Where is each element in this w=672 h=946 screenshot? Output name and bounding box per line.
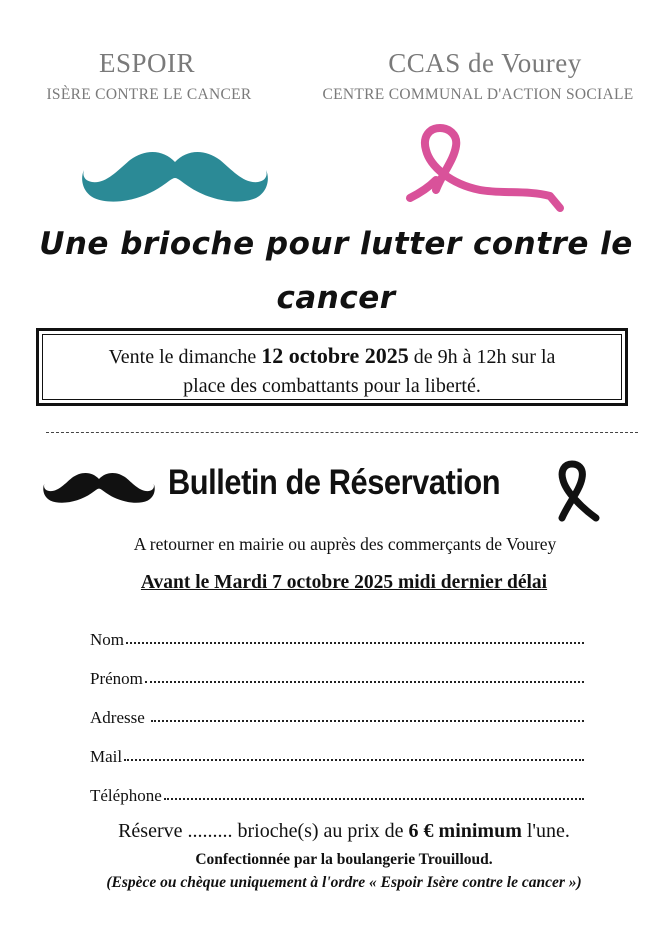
firstname-field-line[interactable] — [145, 681, 584, 683]
return-instructions: A retourner en mairie ou auprès des commerçants de Vourey — [133, 534, 557, 554]
left-org-name: ESPOIR — [98, 48, 196, 78]
name-field[interactable] — [90, 626, 584, 650]
sale-text-before: Vente le dimanche — [108, 346, 262, 368]
name-field-line[interactable] — [126, 642, 584, 644]
address-field-line[interactable] — [151, 720, 584, 722]
sale-location: place des combattants pour la liberté. — [183, 375, 481, 397]
reserve-suffix: l'une. — [521, 820, 570, 842]
teal-mustache-icon — [80, 148, 270, 206]
baker-note: Confectionnée par la boulangerie Trouilloud. — [195, 851, 493, 868]
reserve-prefix: Réserve ......... brioche(s) au prix de — [118, 820, 409, 842]
title-line-2: cancer — [276, 280, 396, 316]
phone-field-line[interactable] — [164, 798, 584, 800]
reserve-line — [0, 820, 672, 843]
mail-field[interactable] — [90, 743, 584, 767]
payment-note: (Espèce ou chèque uniquement à l'ordre « Espoir Isère contre le cancer ») — [106, 874, 582, 891]
name-field-label: Nom — [90, 630, 124, 649]
deadline: Avant le Mardi 7 octobre 2025 midi dernier délai — [140, 572, 548, 593]
phone-field[interactable] — [90, 782, 584, 806]
mail-field-label: Mail — [90, 747, 123, 766]
right-org-name: CCAS de Vourey — [388, 48, 582, 78]
address-field-label: Adresse — [90, 708, 150, 727]
title-line-1: Une brioche pour lutter contre le — [39, 226, 633, 262]
sale-info-box — [36, 328, 628, 406]
reserve-price: 6 € minimum — [408, 820, 522, 842]
sale-date: 12 octobre 2025 — [261, 343, 409, 368]
firstname-field[interactable] — [90, 665, 584, 689]
cut-line-divider — [46, 432, 638, 433]
pink-ribbon-icon — [402, 124, 570, 216]
phone-field-label: Téléphone — [90, 786, 162, 805]
left-org-subtitle: ISÈRE CONTRE LE CANCER — [46, 86, 252, 103]
bulletin-title: Bulletin de Réservation — [168, 463, 501, 502]
mail-field-line[interactable] — [124, 759, 584, 761]
right-org-subtitle: CENTRE COMMUNAL D'ACTION SOCIALE — [322, 86, 634, 103]
black-ribbon-icon — [550, 460, 606, 524]
address-field[interactable] — [90, 704, 584, 728]
black-mustache-icon — [42, 470, 156, 506]
sale-text-after: de 9h à 12h sur la — [408, 346, 556, 368]
firstname-field-label: Prénom — [90, 669, 143, 688]
